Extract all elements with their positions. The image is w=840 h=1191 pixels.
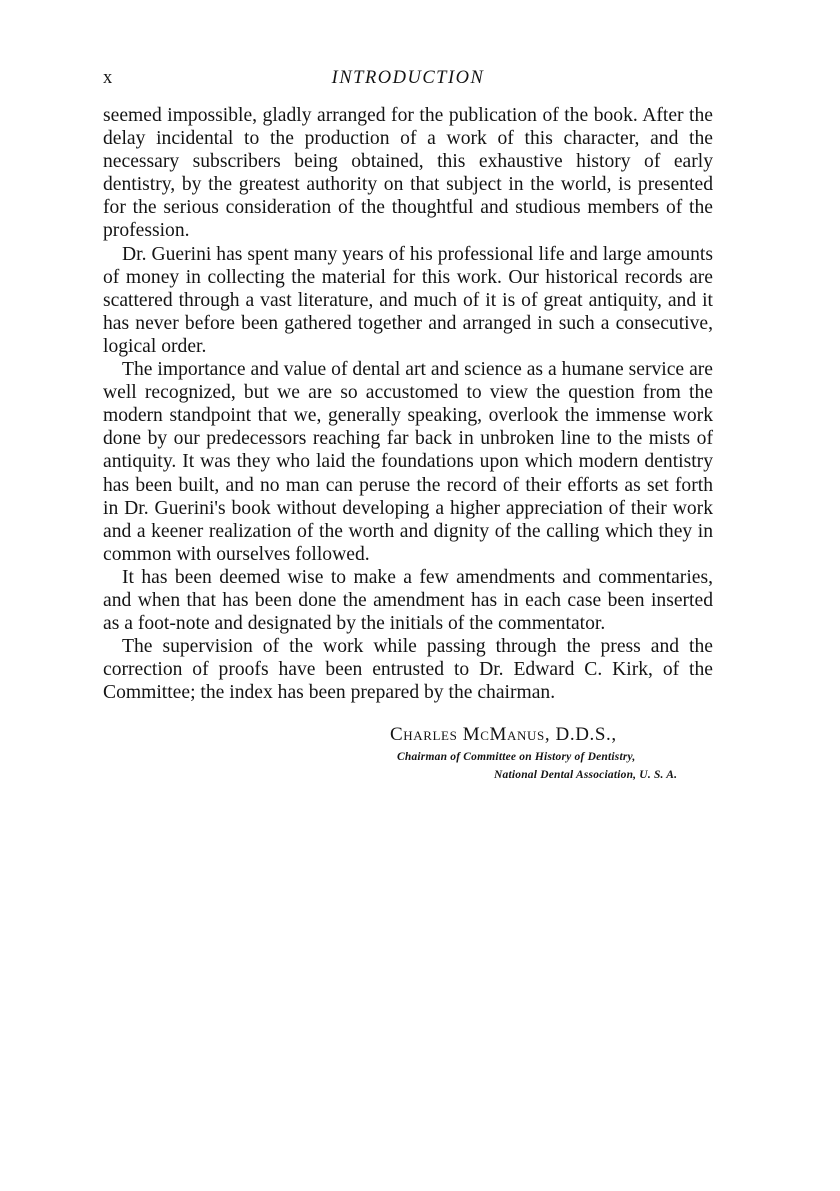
running-head (103, 68, 713, 94)
running-title: INTRODUCTION (331, 68, 485, 88)
paragraph-importance: The importance and value of dental art and science as a humane service are well recognized, but we are so accustomed to view the question from the modern standpoint that we, generally speaking, overlook the immense work done by our predecessors reaching far back in unbroken line to the mists of antiquity. It was they who laid the foundations upon which modern dentistry has been built, and no man can peruse the record of their efforts as set forth in Dr. Guerini's book without developing a higher appreciation of their work and a keener realization of the worth and dignity of the calling which they in common with ourselves followed. (103, 359, 713, 565)
paragraph-guerini-work: Dr. Guerini has spent many years of his professional life and large amounts of money in collecting the material for this work. Our historical records are scattered through a vast literature, and much of it is of great antiquity, and it has never before been gathered together and arranged in such a consecutive, logical order. (103, 243, 713, 357)
signatory-title-line-1: Chairman of Committee on History of Dentistry, (397, 751, 636, 763)
signature-block (390, 722, 700, 784)
page-number: x (103, 68, 113, 88)
body-text (103, 104, 713, 704)
signatory-title-line-2: National Dental Association, U. S. A. (494, 769, 678, 781)
signatory-name: Charles McManus, D.D.S., (390, 724, 617, 745)
paragraph-continuation: seemed impossible, gladly arranged for the publication of the book. After the delay incidental to the production of a work of this character, and the necessary subscribers being obtained, this exhaustive history of early dentistry, by the greatest authority on that subject in the world, is presented for the serious consideration of the thoughtful and studious members of the profession. (103, 105, 713, 242)
paragraph-supervision: The supervision of the work while passing through the press and the correction of proofs have been entrusted to Dr. Edward C. Kirk, of the Committee; the index has been prepared by the chairman. (103, 636, 713, 704)
paragraph-amendments: It has been deemed wise to make a few amendments and commentaries, and when that has been done the amendment has in each case been inserted as a foot-note and designated by the initials of the commentator. (103, 566, 713, 635)
